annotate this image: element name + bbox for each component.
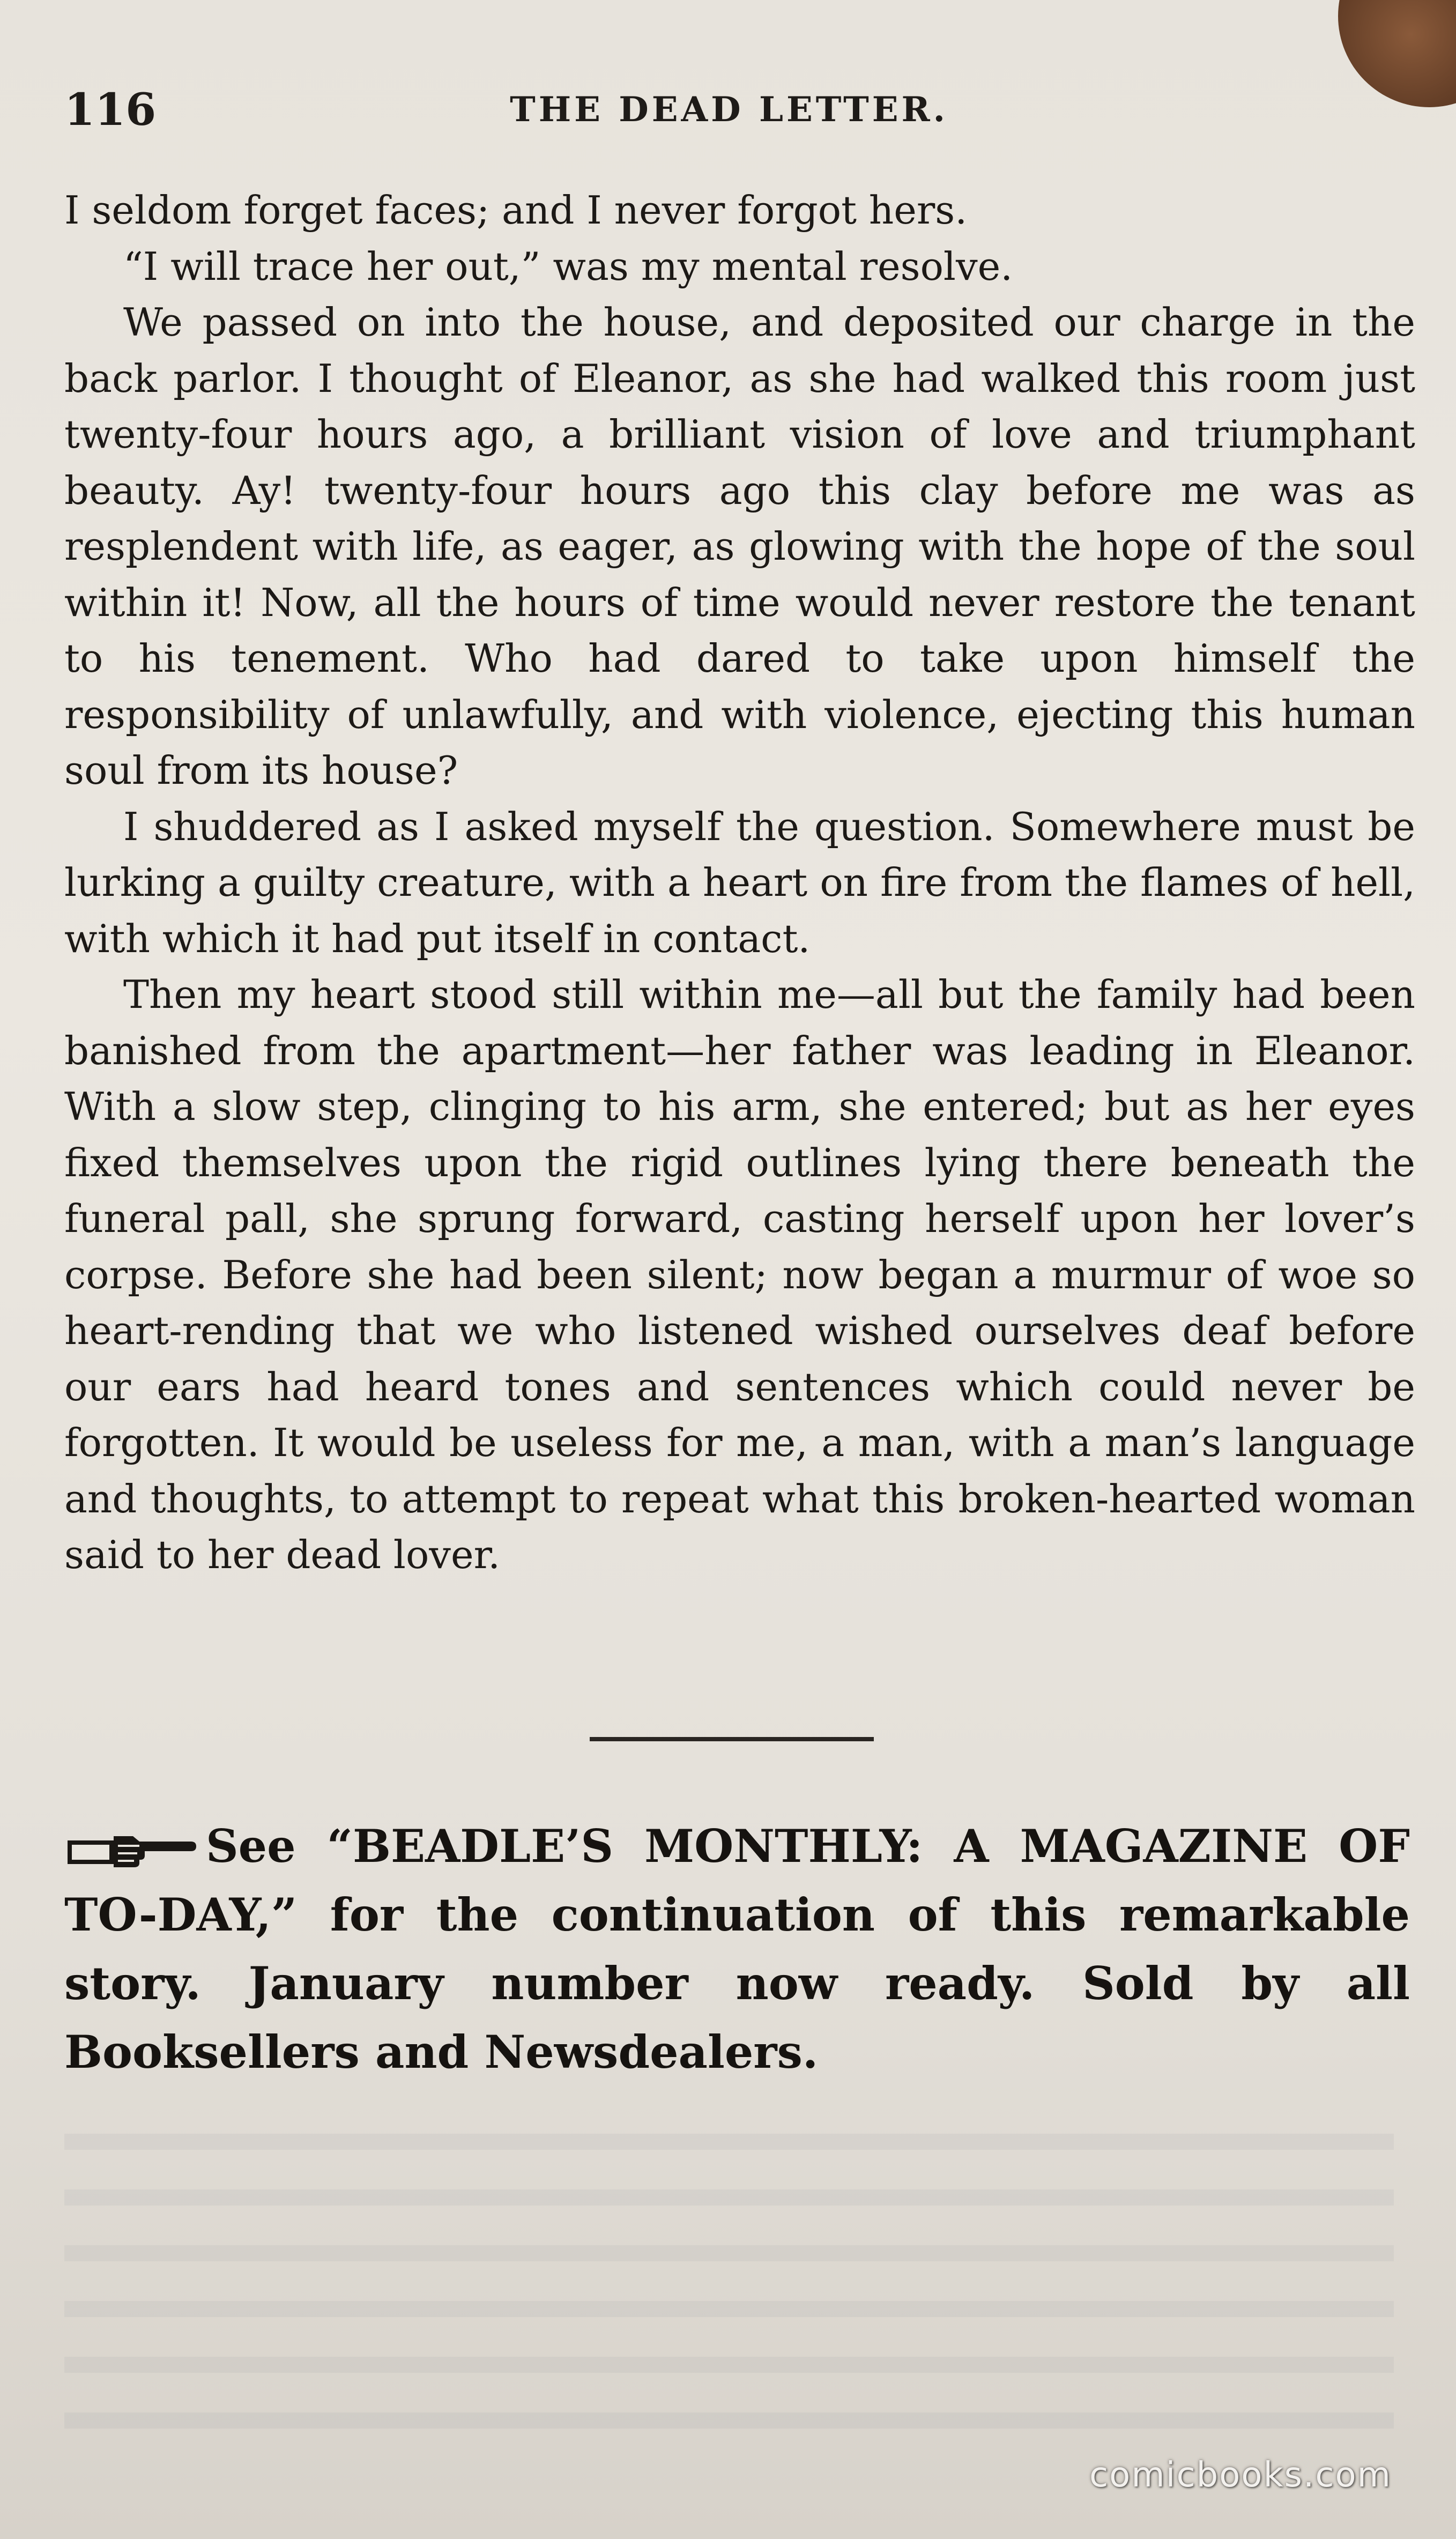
running-title: THE DEAD LETTER. xyxy=(510,90,948,130)
notice-paragraph xyxy=(64,1812,1410,2087)
paragraph-1: I seldom forget faces; and I never forgot hers. xyxy=(64,188,968,233)
body-text xyxy=(64,182,1415,1583)
page-header xyxy=(64,80,1394,139)
notice-text: See “BEADLE’S MONTHLY: A MAGAZINE OF TO-DAY,” for the continuation of this remarkable story. January number now ready. Sold by all Booksellers and Newsdealers. xyxy=(64,1820,1410,2078)
section-divider xyxy=(590,1737,874,1741)
continuation-notice xyxy=(64,1812,1410,2087)
paragraph-2: “I will trace her out,” was my mental resolve. xyxy=(123,243,1013,289)
pointing-hand-icon xyxy=(64,1829,198,1872)
watermark: comicbooks.com xyxy=(1089,2455,1392,2495)
bleed-through-texture xyxy=(64,2134,1394,2434)
paragraph-5: Then my heart stood still within me—all but the family had been banished from the apartment—her father was leading in Eleanor. With a slow step, clinging to his arm, she entered; but as her eyes fixed themselves upon the rigid outlines lying there beneath the funeral pall, she sprung forward, casting herself upon her lover’s corpse. Before she had been silent; now began a murmur of woe so heart-rending that we who listened wished ourselves deaf before our ears had heard tones and sentences which could never be forgotten. It would be useless for me, a man, with a man’s language and thoughts, to attempt to repeat what this broken-hearted woman said to her dead lover. xyxy=(64,972,1415,1577)
paragraph-3: We passed on into the house, and deposited our charge in the back parlor. I thought of Eleanor, as she had walked this room just twenty-four hours ago, a brilliant vision of love and triumphant beauty. Ay! twenty-four hours ago this clay before me was as resplendent with life, as eager, as glowing with the hope of the soul within it! Now, all the hours of time would never restore the tenant to his tenement. Who had dared to take upon himself the responsibility of unlawfully, and with violence, ejecting this human soul from its house? xyxy=(64,300,1415,793)
page-number: 116 xyxy=(64,84,157,136)
paragraph-4: I shuddered as I asked myself the question. Somewhere must be lurking a guilty creature, with a heart on fire from the flames of hell, with which it had put itself in contact. xyxy=(64,804,1415,961)
